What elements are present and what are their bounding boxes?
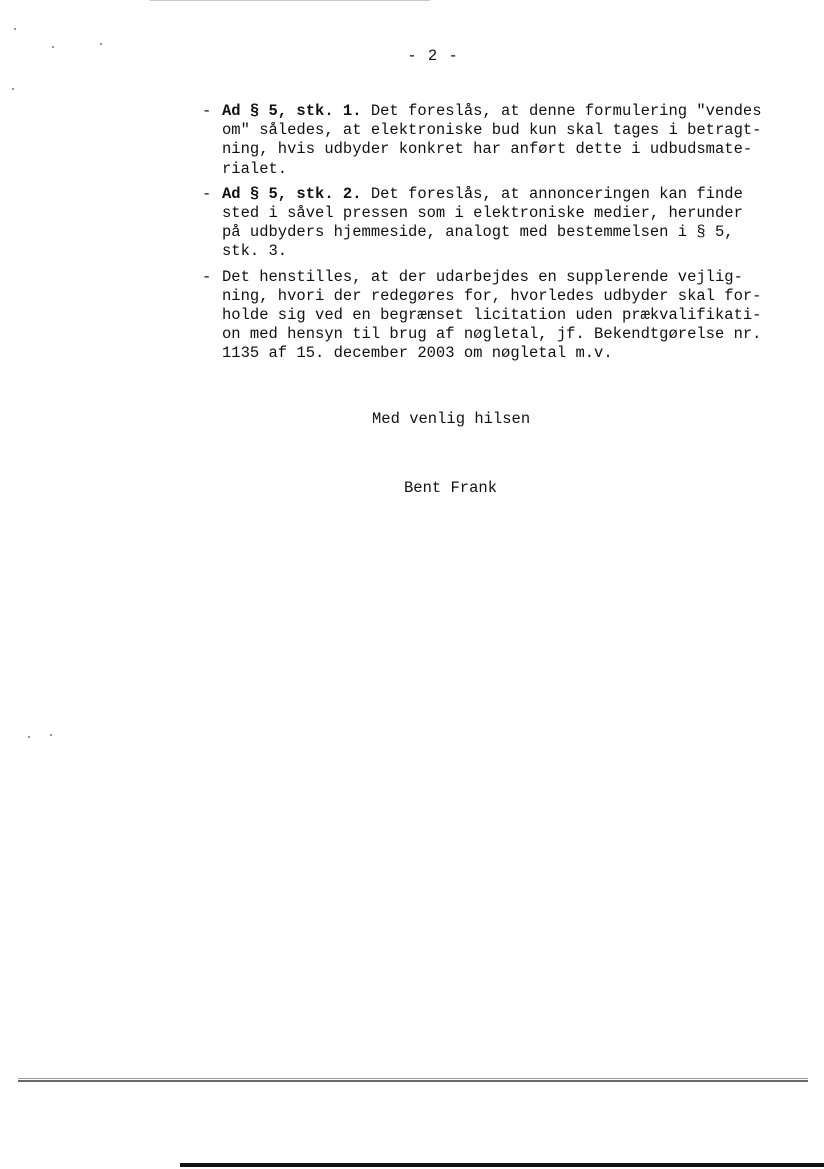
bullet-list — [202, 102, 792, 370]
bullet-line: Ad § 5, stk. 1. Det foreslås, at denne formulering "vendes — [222, 102, 762, 120]
signature-name: Bent Frank — [404, 479, 498, 497]
bullet-text — [222, 185, 782, 262]
bullet-line: 1135 af 15. december 2003 om nøgletal m.v. — [222, 344, 613, 363]
list-item — [202, 102, 792, 179]
footer-rule — [18, 1078, 808, 1082]
bullet-line: om" således, at elektroniske bud kun skal tages i betragt- — [222, 121, 762, 140]
top-scan-line — [150, 0, 430, 1]
bullet-line: Det henstilles, at der udarbejdes en supplerende vejlig- — [222, 267, 743, 286]
scan-speck — [100, 43, 102, 45]
bullet-line: ning, hvori der redegøres for, hvorledes udbyder skal for- — [222, 286, 762, 305]
bullet-line: Ad § 5, stk. 2. Det foreslås, at annonceringen kan finde — [222, 184, 743, 203]
bullet-text — [222, 102, 782, 179]
bullet-line: på udbyders hjemmeside, analogt med bestemmelsen i § 5, — [222, 223, 734, 242]
bullet-line: holde sig ved en begrænset licitation uden prækvalifikati- — [222, 306, 762, 325]
bottom-scan-edge — [180, 1163, 824, 1167]
bullet-line: rialet. — [222, 159, 288, 178]
closing-salutation: Med venlig hilsen — [372, 410, 531, 428]
scan-speck — [52, 46, 54, 48]
scan-speck — [50, 734, 52, 736]
page-number: - 2 - — [407, 47, 459, 65]
bullet-line: on med hensyn til brug af nøgletal, jf. Bekendtgørelse nr. — [222, 325, 762, 344]
bullet-lead: Ad § 5, stk. 1. — [222, 102, 362, 120]
bullet-dash: - — [202, 184, 212, 203]
bullet-dash: - — [202, 102, 212, 120]
bullet-dash: - — [202, 267, 212, 286]
bullet-line: sted i såvel pressen som i elektroniske medier, herunder — [222, 204, 743, 223]
scan-speck — [14, 28, 16, 30]
list-item — [202, 185, 792, 262]
bullet-line: stk. 3. — [222, 242, 288, 261]
bullet-line: ning, hvis udbyder konkret har anført dette i udbudsmate- — [222, 140, 753, 159]
bullet-lead: Ad § 5, stk. 2. — [222, 184, 362, 203]
scan-speck — [28, 736, 30, 738]
list-item — [202, 268, 792, 364]
bullet-text — [222, 268, 782, 364]
scan-speck — [12, 88, 14, 90]
